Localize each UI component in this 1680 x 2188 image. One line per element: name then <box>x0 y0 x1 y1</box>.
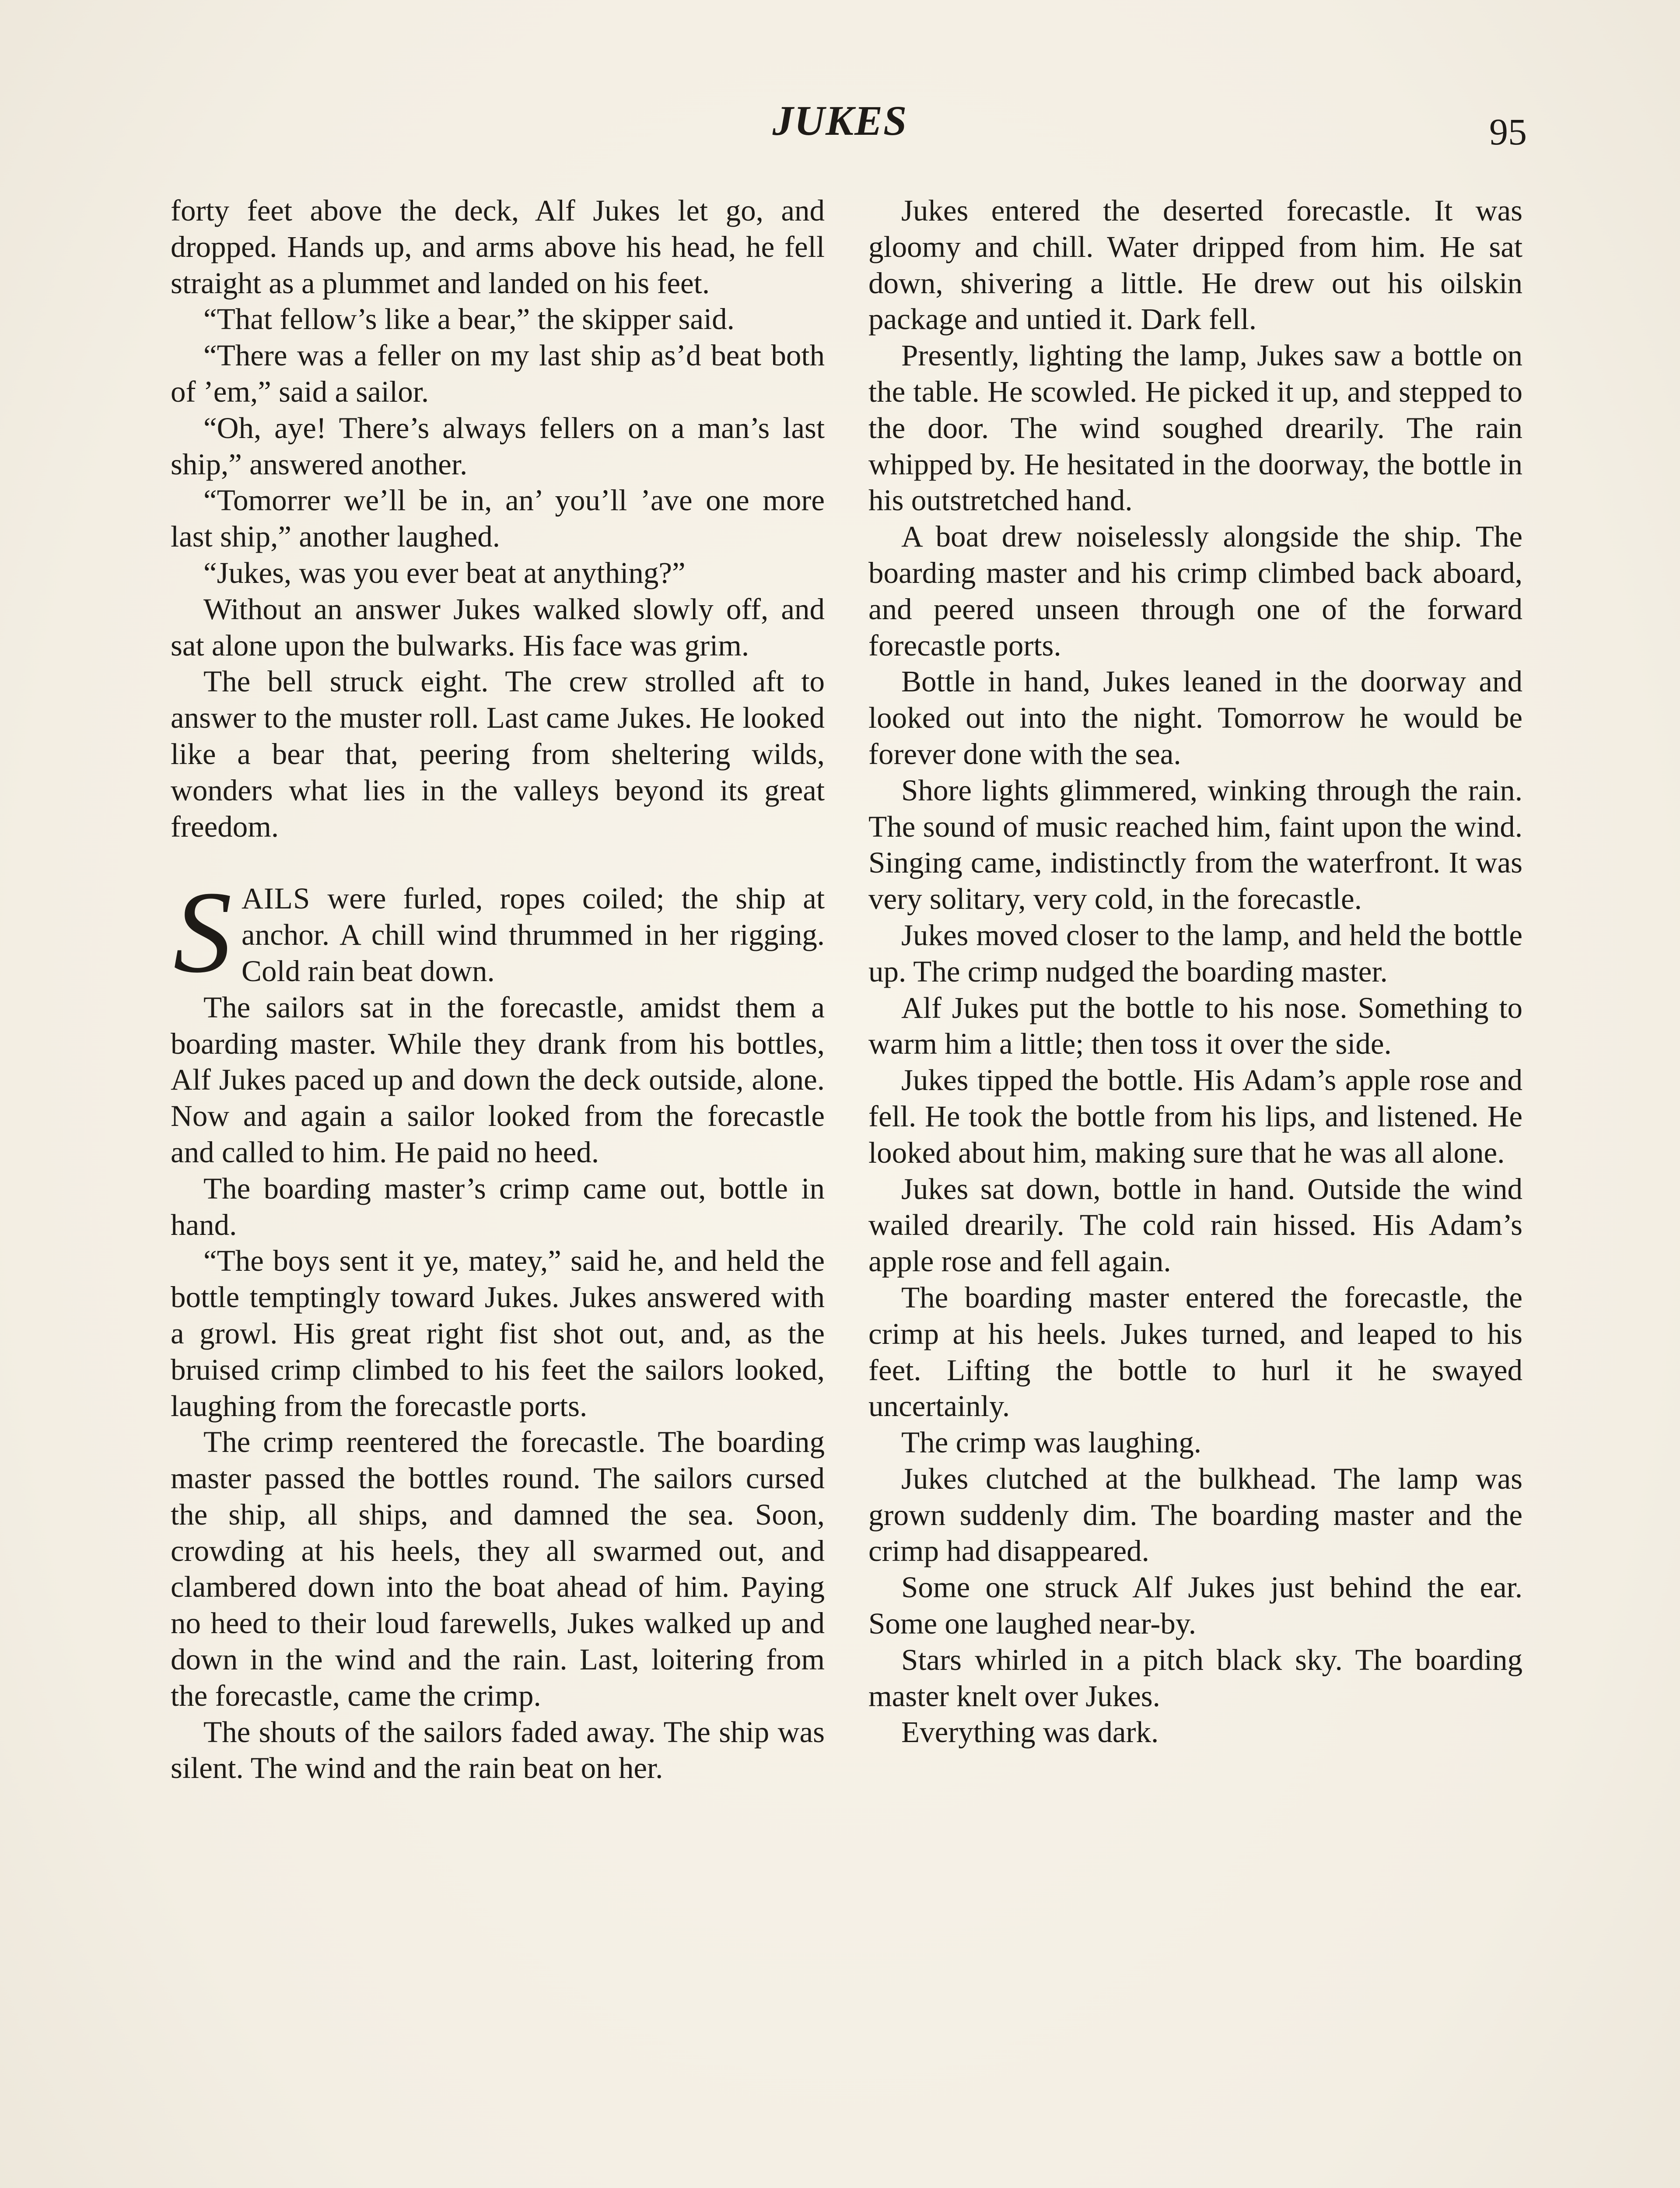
paragraph: “That fellow’s like a bear,” the skipper said. <box>203 302 735 336</box>
section-break <box>171 845 825 880</box>
paragraph: Alf Jukes put the bottle to his nose. Something to warm him a little; then toss it over the side. <box>868 991 1522 1061</box>
paragraph: Presently, lighting the lamp, Jukes saw a bottle on the table. He scowled. He picked it up, and stepped to the door. The wind soughed drearily. The rain whipped by. He hesitated in the doorway, the bottle in his outstretched hand. <box>868 339 1522 517</box>
paragraph: Everything was dark. <box>901 1715 1159 1749</box>
paragraph: “Jukes, was you ever beat at anything?” <box>203 556 686 589</box>
paragraph: The bell struck eight. The crew strolled aft to answer to the muster roll. Last came Jukes. He looked like a bear that, peering from sheltering wilds, wonders what lies in the valleys beyond its great freedom. <box>171 665 825 843</box>
paragraph: Shore lights glimmered, winking through the rain. The sound of music reached him, faint upon the wind. Singing came, indistinctly from the waterfront. It was very solitary, very cold, in the forecastle. <box>868 773 1522 916</box>
paragraph: Without an answer Jukes walked slowly off, and sat alone upon the bulwarks. His face was grim. <box>171 592 825 662</box>
paragraph: The boarding master’s crimp came out, bottle in hand. <box>171 1171 825 1241</box>
paragraph: “Oh, aye! There’s always fellers on a man’s last ship,” answered another. <box>171 411 825 481</box>
paragraph: “The boys sent it ye, matey,” said he, and held the bottle temptingly toward Jukes. Jukes answered with a growl. His great right fist shot out, and, as the bruised crimp climbed to his feet the sailors looked, laughing from the forecastle ports. <box>171 1244 825 1423</box>
paragraph: Bottle in hand, Jukes leaned in the doorway and looked out into the night. Tomorrow he would be forever done with the sea. <box>868 665 1522 771</box>
paragraph: “Tomorrer we’ll be in, an’ you’ll ’ave one more last ship,” another laughed. <box>171 484 825 554</box>
running-title: JUKES <box>772 97 908 144</box>
paragraph: A boat drew noiselessly alongside the ship. The boarding master and his crimp climbed back aboard, and peered unseen through one of the forward forecastle ports. <box>868 520 1522 662</box>
paragraph: Jukes entered the deserted forecastle. It was gloomy and chill. Water dripped from him. He sat down, shivering a little. He drew out his oilskin package and untied it. Dark fell. <box>868 194 1522 336</box>
section-opening-paragraph <box>171 867 825 997</box>
paragraph: The crimp reentered the forecastle. The boarding master passed the bottles round. The sailors cursed the ship, all ships, and damned the sea. Soon, crowding at his heels, they all swarmed out, and clambered down into the boat ahead of him. Paying no heed to their loud farewells, Jukes walked up and down in the wind and the rain. Last, loitering from the forecastle, came the crimp. <box>171 1425 825 1712</box>
paragraph: Jukes clutched at the bulkhead. The lamp was grown suddenly dim. The boarding master and the crimp had disappeared. <box>868 1462 1522 1568</box>
paragraph: Some one struck Alf Jukes just behind the ear. Some one laughed near-by. <box>868 1571 1522 1641</box>
small-caps-lead: AILS <box>242 882 311 915</box>
paragraph: The boarding master entered the forecastle, the crimp at his heels. Jukes turned, and leaped to his feet. Lifting the bottle to hurl it he swayed uncertainly. <box>868 1280 1522 1423</box>
paragraph: The shouts of the sailors faded away. The ship was silent. The wind and the rain beat on her. <box>171 1715 825 1785</box>
lead-text: were furled, ropes coiled; the ship at anchor. A chill wind thrummed in her rigging. Cold rain beat down. <box>242 882 825 988</box>
paragraph: “There was a feller on my last ship as’d beat both of ’em,” said a sailor. <box>171 339 825 408</box>
paragraph: The sailors sat in the forecastle, amidst them a boarding master. While they drank from his bottles, Alf Jukes paced up and down the deck outside, alone. Now and again a sailor looked from the forecastle and called to him. He paid no heed. <box>171 990 825 1169</box>
paragraph: Jukes tipped the bottle. His Adam’s apple rose and fell. He took the bottle from his lips, and listened. He looked about him, making sure that he was all alone. <box>868 1063 1522 1169</box>
page-number: 95 <box>1489 111 1527 153</box>
paragraph: Jukes moved closer to the lamp, and held the bottle up. The crimp nudged the boarding master. <box>868 918 1522 988</box>
drop-cap: S <box>173 867 232 997</box>
left-column <box>171 193 825 1786</box>
paragraph: Stars whirled in a pitch black sky. The boarding master knelt over Jukes. <box>868 1643 1522 1713</box>
paragraph: Jukes sat down, bottle in hand. Outside the wind wailed drearily. The cold rain hissed. His Adam’s apple rose and fell again. <box>868 1172 1522 1278</box>
paragraph: forty feet above the deck, Alf Jukes let go, and dropped. Hands up, and arms above his head, he fell straight as a plummet and landed on his feet. <box>171 194 825 300</box>
right-column <box>868 193 1522 1750</box>
paragraph: The crimp was laughing. <box>901 1426 1201 1459</box>
